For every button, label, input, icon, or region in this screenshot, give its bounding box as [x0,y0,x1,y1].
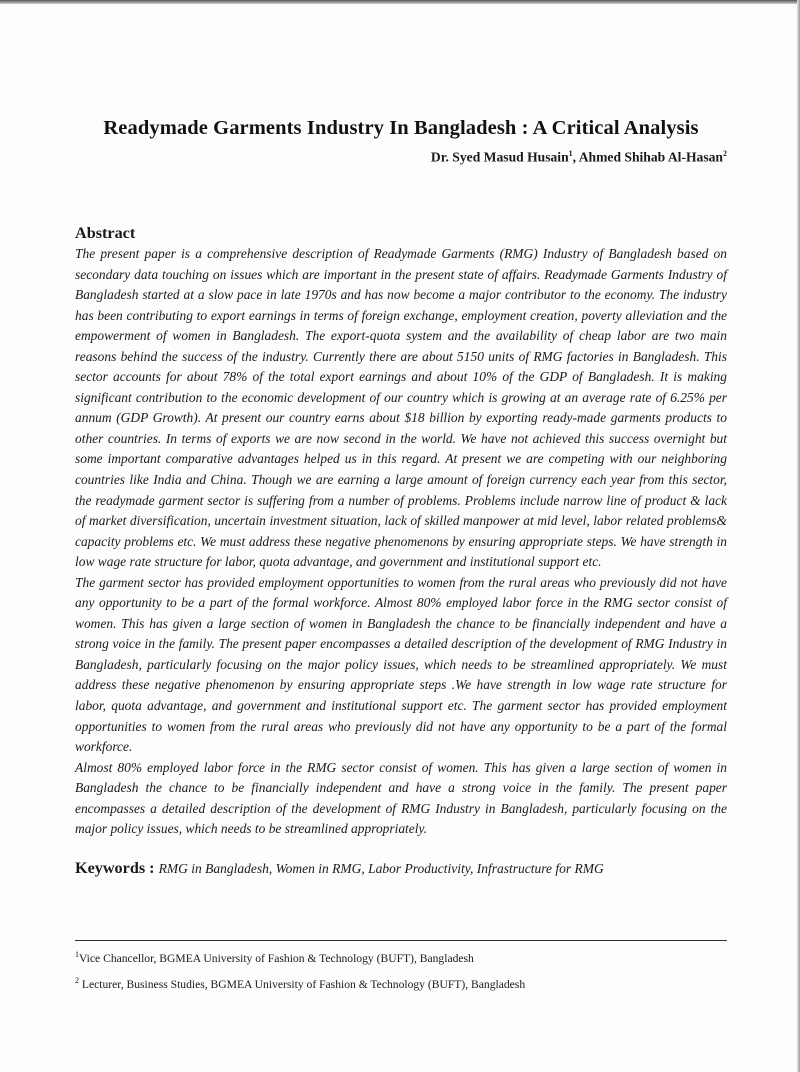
abstract-heading: Abstract [75,224,136,242]
author-separator: , [572,149,579,165]
footnote-mark: 2 [723,149,727,158]
keywords-line [75,859,727,878]
abstract-paragraph: The garment sector has provided employment opportunities to women from the rural areas who previously did not have any opportunity to be a part of the formal workforce. Almost 80% employed labor force in the RMG sector consist of women. This has given a large section of women in Bangladesh the chance to be financially independent and have a strong voice in the family. The present paper encompasses a detailed description of the development of RMG Industry in Bangladesh, particularly focusing on the major policy issues, which needs to be streamlined appropriately. We must address these negative phenomenon by ensuring appropriate steps .We have strength in low wage rate structure for labor, quota advantage, and government and institutional support etc. The garment sector has provided employment opportunities to women from the rural areas who previously did not have any opportunity to be a part of the formal workforce. [75,574,727,755]
keywords-label: Keywords : [75,859,159,877]
footnote-mark: 1 [568,149,573,158]
author-name: Dr. Syed Masud Husain [430,149,569,165]
abstract-paragraph: The present paper is a comprehensive description of Readymade Garments (RMG) Industry of Bangladesh based on secondary data touching on issues which are important in the present state of affairs. Readymade Garments Industry of Bangladesh started at a slow pace in late 1970s and has now become a major contributor to the economy. The industry has been contributing to export earnings in terms of foreign exchange, employment creation, poverty alleviation and the empowerment of women in Bangladesh. The export-quota system and the availability of cheap labor are two main reasons behind the success of the industry. Currently there are about 5150 units of RMG factories in Bangladesh. This sector accounts for about 78% of the total export earnings and about 10% of the GDP of Bangladesh. It is making significant contribution to the economic development of our country which is growing at an average rate of 6.25% per annum (GDP Growth). At present our country earns about $18 billion by exporting ready-made garments products to other countries. In terms of exports we are now second in the world. We have not achieved this success overnight but some important comparative advantages helped us in this regard. At present we are competing with our neighboring countries like India and China. Though we are earning a large amount of foreign currency each year from this sector, the readymade garment sector is suffering from a number of problems. Problems include narrow line of product & lack of market diversification, uncertain investment situation, lack of skilled manpower at mid level, labor related problems& capacity problems etc. We must address these negative phenomenons by ensuring appropriate steps. We have strength in low wage rate structure for labor, quota advantage, and government and institutional support etc. [75,246,727,570]
author-name: Ahmed Shihab Al-Hasan [578,149,723,165]
keywords-list: RMG in Bangladesh, Women in RMG, Labor Productivity, Infrastructure for RMG [158,861,604,876]
footnote-mark: 2 [75,976,79,985]
footnote [75,976,525,991]
footnote-text: Vice Chancellor, BGMEA University of Fashion & Technology (BUFT), Bangladesh [79,951,474,965]
abstract-paragraph: Almost 80% employed labor force in the RMG sector consist of women. This has given a large section of women in Bangladesh the chance to be financially independent and have a strong voice in the family. The present paper encompasses a detailed description of the development of RMG Industry in Bangladesh, particularly focusing on the major policy issues, which needs to be streamlined appropriately. [75,759,727,837]
paper-title: Readymade Garments Industry In Bangladesh : A Critical Analysis [103,117,699,139]
footnote-mark: 1 [75,950,79,959]
scan-edge-top [0,0,800,4]
footnote-text: Lecturer, Business Studies, BGMEA University of Fashion & Technology (BUFT), Bangladesh [79,977,526,991]
footnote [75,950,474,965]
footnote-divider [75,940,727,941]
abstract-body [75,244,727,840]
author-line [431,149,727,166]
